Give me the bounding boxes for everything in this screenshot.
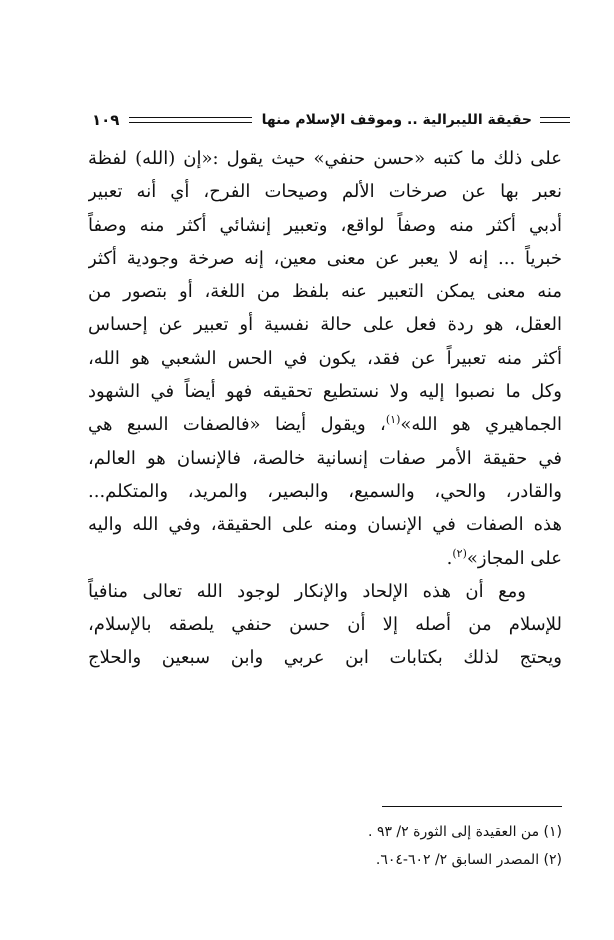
text-line: ويحتج لذلك بكتابات ابن عربي وابن سبعين والحلاج bbox=[88, 647, 562, 669]
paragraph-first-line: ومع أن هذه الإلحاد والإنكار لوجود الله تعالى منافياً bbox=[88, 580, 526, 602]
text-line: والقادر، والحي، والسميع، والبصير، والمريد، والمتكلم... bbox=[88, 480, 562, 502]
text-line: على ذلك ما كتبه «حسن حنفي» حيث يقول :«إن (الله) لفظة bbox=[88, 148, 562, 169]
text-line: منه معنى يمكن التعبير عنه بلفظ من اللغة، أو بتصور من bbox=[88, 281, 562, 303]
footnotes bbox=[88, 818, 562, 874]
text-segment: . bbox=[446, 547, 453, 569]
footnote-ref-2: (٢) bbox=[452, 546, 467, 560]
header-title: حقيقة الليبرالية .. وموقف الإسلام منها bbox=[261, 112, 532, 128]
header-rule-right bbox=[540, 117, 570, 123]
text-line: العقل، هو ردة فعل على حالة نفسية أو تعبير عن إحساس bbox=[88, 314, 562, 336]
text-segment: على المجاز» bbox=[466, 547, 562, 569]
page-number: ١٠٩ bbox=[92, 111, 120, 129]
body-text bbox=[88, 142, 562, 675]
text-line: أكثر منه تعبيراً عن فقد، يكون في الحس الشعبي هو الله، bbox=[88, 347, 562, 369]
text-line-with-footnote-2 bbox=[88, 542, 562, 575]
text-line: هذه الصفات في الإنسان ومنه على الحقيقة، وفي الله واليه bbox=[88, 514, 562, 536]
text-line: للإسلام من أصله إلا أن حسن حنفي يلصقه بالإسلام، bbox=[88, 614, 562, 636]
footnote-2: (٢) المصدر السابق ٢/ ٦٠٢-٦٠٤. bbox=[375, 852, 562, 868]
footnote-ref-1: (١) bbox=[385, 413, 401, 427]
text-segment: الجماهيري هو الله» bbox=[400, 414, 562, 436]
text-line-with-footnote-1 bbox=[88, 408, 562, 441]
footnote-1: (١) من العقيدة إلى الثورة ٢/ ٩٣ . bbox=[368, 824, 562, 840]
footnote-separator bbox=[382, 806, 562, 807]
text-line: في حقيقة الأمر صفات إنسانية خالصة، فالإنسان هو العالم، bbox=[88, 447, 562, 469]
text-segment: ، ويقول أيضا «فالصفات السبع هي bbox=[88, 414, 386, 436]
text-line: نعبر بها عن صرخات الألم وصيحات الفرح، أي أنه تعبير bbox=[88, 181, 562, 203]
text-line: وكل ما نصبوا إليه ولا نستطيع تحقيقه فهو أيضاً في الشهود bbox=[88, 381, 562, 403]
text-line: خبرياً ... إنه لا يعبر عن معنى معين، إنه صرخة وجودية أكثر bbox=[88, 247, 562, 269]
header-rule-middle bbox=[129, 117, 251, 123]
text-line: أدبي أكثر منه وصفاً لواقع، وتعبير إنشائي أكثر منه وصفاً bbox=[88, 214, 562, 236]
running-header bbox=[92, 108, 570, 132]
